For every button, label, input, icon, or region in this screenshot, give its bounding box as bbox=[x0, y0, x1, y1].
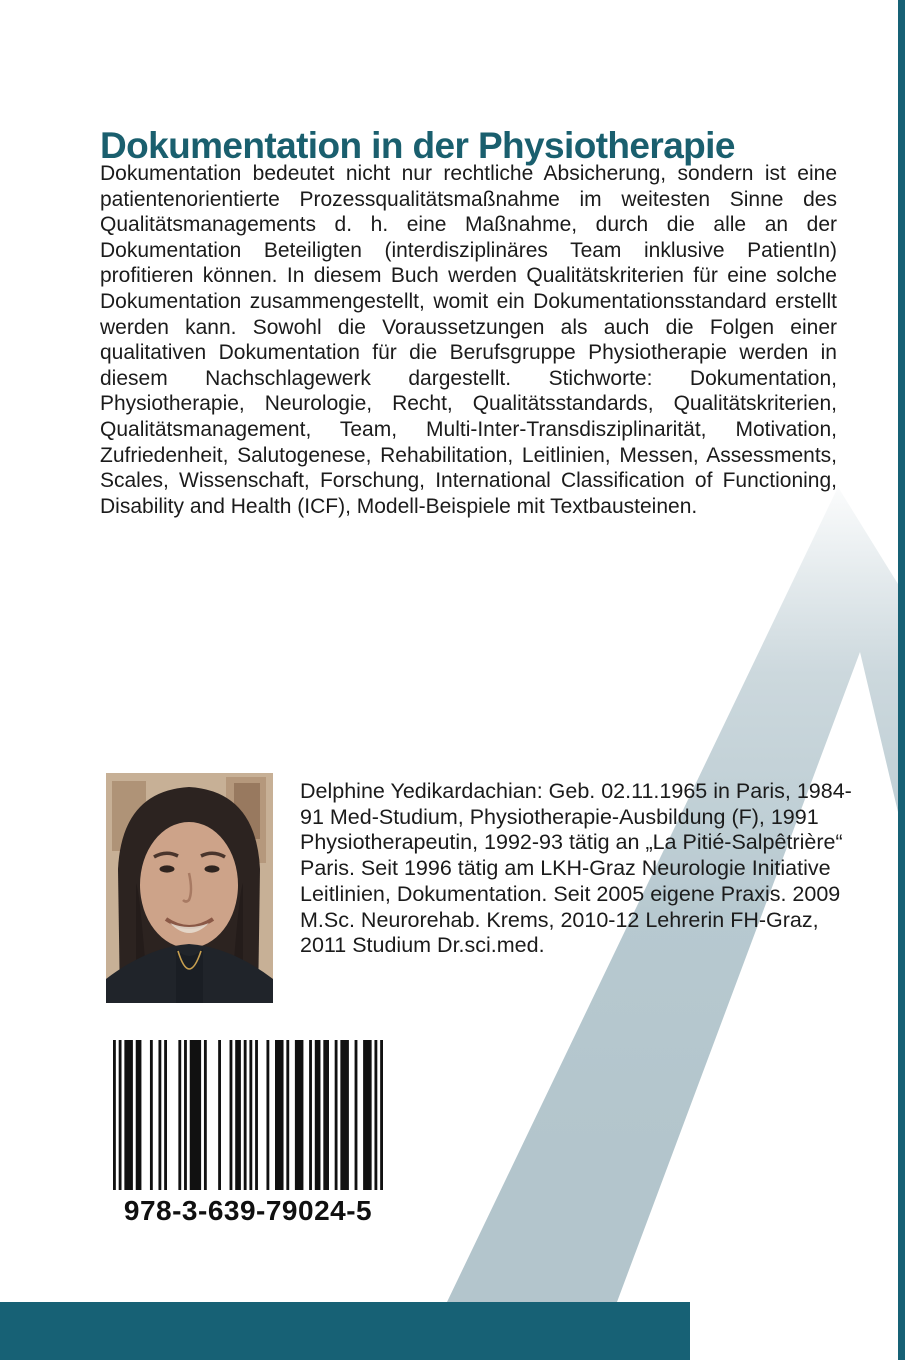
author-portrait-image bbox=[106, 773, 273, 1003]
cover-right-edge-stripe bbox=[898, 0, 905, 1360]
book-title: Dokumentation in der Physiotherapie bbox=[100, 124, 735, 166]
cover-bottom-bar bbox=[0, 1302, 690, 1360]
barcode-bars bbox=[113, 1040, 383, 1190]
isbn-number: 978-3-639-79024-5 bbox=[123, 1195, 373, 1226]
author-bio: Delphine Yedikardachian: Geb. 02.11.1965 in Paris, 1984-91 Med-Studium, Physiotherapie-Ausbildung (F), 1991 Physiotherapeutin, 1992-93 tätig an „La Pitié-Salpêtrière“ Paris. Seit 1996 tätig am LKH-Graz Neurologie Initiative Leitlinien, Dokumentation. Seit 2005 eigene Praxis. 2009 M.Sc. Neurorehab. Krems, 2010-12 Lehrerin FH-Graz, 2011 Studium Dr.sci.med. bbox=[300, 779, 852, 958]
isbn-barcode bbox=[113, 1040, 383, 1227]
author-photo bbox=[106, 773, 273, 1003]
book-description: Dokumentation bedeutet nicht nur rechtliche Absicherung, sondern ist eine patientenorientierte Prozessqualitätsmaßnahme im weitesten Sinne des Qualitätsmanagements d. h. eine Maßnahme, durch die alle an der Dokumentation Beteiligten (interdisziplinäres Team inklusive PatientIn) profitieren können. In diesem Buch werden Qualitätskriterien für eine solche Dokumentation zusammengestellt, womit ein Dokumentationsstandard erstellt werden kann. Sowohl die Voraussetzungen als auch die Folgen einer qualitativen Dokumentation für die Berufsgruppe Physiotherapie werden in diesem Nachschlagewerk dargestellt. Stichworte: Dokumentation, Physiotherapie, Neurologie, Recht, Qualitätsstandards, Qualitätskriterien, Qualitätsmanagement, Team, Multi-Inter-Transdisziplinarität, Motivation, Zufriedenheit, Salutogenese, Rehabilitation, Leitlinien, Messen, Assessments, Scales, Wissenschaft, Forschung, International Classification of Functioning, Disability and Health (ICF), Modell-Beispiele mit Textbausteinen. bbox=[100, 162, 837, 518]
